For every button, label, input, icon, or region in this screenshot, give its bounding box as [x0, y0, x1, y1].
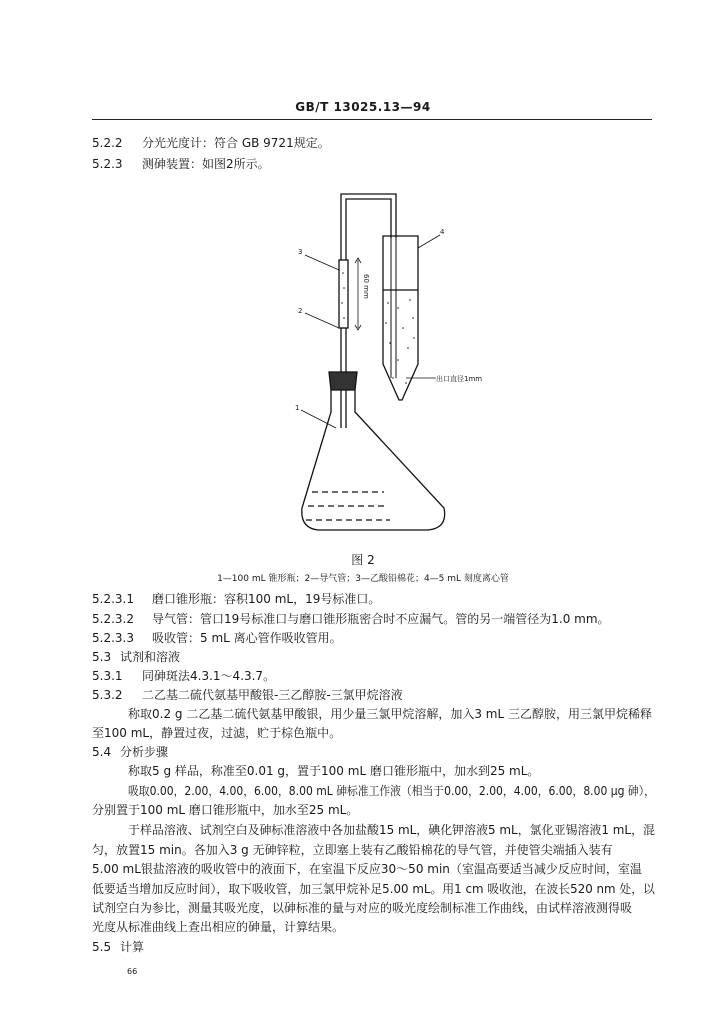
clause-number: 5.2.3 [92, 157, 123, 171]
header-rule [92, 119, 652, 120]
clause-text: 测砷装置：如图2所示。 [142, 157, 270, 171]
paragraph-line: 分别置于100 mL 磨口锥形瓶中，加水至25 mL。 [92, 803, 359, 817]
paragraph-line: 5.00 mL银盐溶液的吸收管中的液面下，在室温下反应30～50 min（室温高要适当减少反应时间，室温 [92, 862, 642, 876]
dimension-label: 60 mm [362, 274, 370, 299]
leader-line-3 [305, 255, 339, 270]
clause-5-3-1 [92, 669, 275, 683]
paragraph-line: 至100 mL，静置过夜，过滤，贮于棕色瓶中。 [92, 726, 342, 740]
clause-5-2-3 [92, 157, 270, 171]
section-number: 5.5 [92, 940, 112, 954]
section-5-4 [92, 745, 168, 759]
section-number: 5.3 [92, 650, 112, 664]
paragraph-line: 称取5 g 样品，称准至0.01 g，置于100 mL 磨口锥形瓶中，加水到25 mL。 [128, 764, 540, 778]
delivery-tube-inner [346, 199, 391, 428]
clause-number: 5.2.3.3 [92, 631, 134, 645]
clause-text: 分光光度计：符合 GB 9721规定。 [142, 136, 330, 150]
section-title: 计算 [120, 940, 145, 954]
label-2: 2 [298, 307, 303, 315]
conical-flask [302, 390, 445, 530]
paragraph-line: 试剂空白为参比，测量其吸光度，以砷标准的量与对应的吸光度绘制标准工作曲线，由试样溶液测得吸 [92, 901, 633, 915]
arsenic-apparatus-figure [278, 178, 483, 540]
clause-5-2-3-1 [92, 592, 380, 606]
clause-5-3-2 [92, 688, 403, 702]
paragraph-line: 吸取0.00，2.00，4.00，6.00，8.00 mL 砷标准工作液（相当于0.00，2.00，4.00，6.00，8.00 μg 砷）， [128, 784, 655, 798]
section-number: 5.4 [92, 745, 112, 759]
clause-number: 5.2.2 [92, 136, 123, 150]
paragraph-line: 光度从标准曲线上查出相应的砷量，计算结果。 [92, 920, 345, 934]
page-header: GB/T 13025.13—94 [295, 100, 431, 114]
absorbent-solution-dots [385, 299, 415, 384]
figure-title: 图 2 [351, 553, 375, 567]
ground-glass-stopper [329, 372, 357, 390]
clause-text: 磨口锥形瓶：容积100 mL，19号标准口。 [152, 592, 381, 606]
clause-5-2-3-3 [92, 631, 342, 645]
clause-number: 5.2.3.1 [92, 592, 134, 606]
clause-text: 吸收管：5 mL 离心管作吸收管用。 [152, 631, 342, 645]
paragraph-line: 称取0.2 g 二乙基二硫代氨基甲酸银，用少量三氯甲烷溶解，加入3 mL 三乙醇胺，用三氯甲烷稀释 [128, 707, 652, 721]
clause-number: 5.3.2 [92, 688, 123, 702]
clause-text: 导气管：管口19号标准口与磨口锥形瓶密合时不应漏气。管的另一端管径为1.0 mm。 [152, 612, 610, 626]
section-title: 分析步骤 [120, 745, 169, 759]
clause-5-2-2 [92, 136, 330, 150]
label-1: 1 [295, 404, 300, 412]
outlet-diameter-label: 出口直径1mm [436, 375, 483, 383]
leader-line-4 [418, 235, 440, 248]
section-5-3 [92, 650, 180, 664]
label-4: 4 [440, 228, 445, 236]
paragraph-line: 匀，放置15 min。各加入3 g 无砷锌粒，立即塞上装有乙酸铅棉花的导气管，并使管尖端插入装有 [92, 843, 613, 857]
clause-5-2-3-2 [92, 612, 610, 626]
clause-text: 二乙基二硫代氨基甲酸银-三乙醇胺-三氯甲烷溶液 [142, 688, 403, 702]
clause-number: 5.3.1 [92, 669, 123, 683]
label-3: 3 [298, 248, 303, 256]
delivery-tube-outer [341, 194, 396, 428]
clause-text: 同砷斑法4.3.1～4.3.7。 [142, 669, 276, 683]
leader-line-2 [305, 313, 339, 328]
figure-caption: 1—100 mL 锥形瓶；2—导气管；3—乙酸铅棉花；4—5 mL 刻度离心管 [217, 574, 509, 584]
page-number: 66 [127, 967, 138, 976]
section-title: 试剂和溶液 [120, 650, 181, 664]
section-5-5 [92, 940, 144, 954]
paragraph-line: 于样品溶液、试剂空白及砷标准溶液中各加盐酸15 mL，碘化钾溶液5 mL，氯化亚锡溶液1 mL，混 [128, 823, 656, 837]
paragraph-line: 低要适当增加反应时间），取下吸收管，加三氯甲烷补足5.00 mL。用1 cm 吸收池，在波长520 nm 处，以 [92, 882, 655, 896]
clause-number: 5.2.3.2 [92, 612, 134, 626]
